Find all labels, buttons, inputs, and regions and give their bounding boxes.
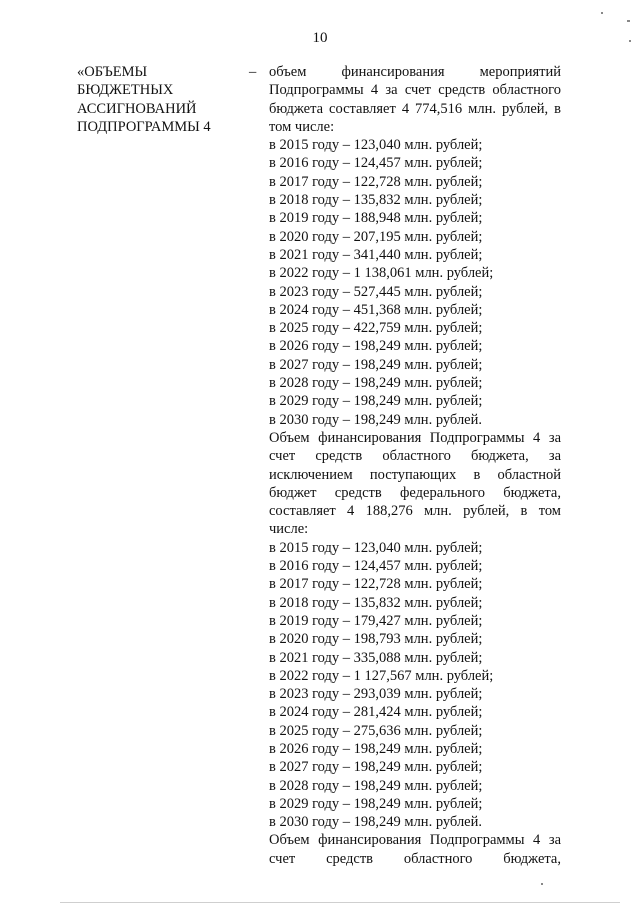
year-line: в 2022 году – 1 138,061 млн. рублей; — [269, 265, 494, 282]
text-line: счет средств областного бюджета, — [269, 850, 561, 867]
year-line: в 2026 году – 198,249 млн. рублей; — [269, 338, 483, 355]
year-line: в 2030 году – 198,249 млн. рублей. — [269, 411, 483, 428]
block2-intro — [269, 429, 561, 539]
block1-intro — [269, 63, 561, 136]
year-line: в 2018 году – 135,832 млн. рублей; — [269, 594, 483, 611]
year-line: в 2019 году – 188,948 млн. рублей; — [269, 210, 483, 227]
year-line: в 2020 году – 207,195 млн. рублей; — [269, 228, 483, 245]
year-line: в 2017 году – 122,728 млн. рублей; — [269, 173, 483, 190]
heading-line: АССИГНОВАНИЙ — [77, 100, 197, 117]
scan-artifact — [627, 20, 630, 22]
heading-line: БЮДЖЕТНЫХ — [77, 82, 174, 99]
text-line: числе: — [269, 521, 309, 538]
heading-line: ПОДПРОГРАММЫ 4 — [77, 118, 211, 135]
year-line: в 2016 году – 124,457 млн. рублей; — [269, 558, 483, 575]
year-line: в 2030 году – 198,249 млн. рублей. — [269, 814, 483, 831]
left-heading — [77, 63, 247, 136]
text-line: Подпрограммы 4 за счет средств областного — [269, 82, 561, 99]
year-line: в 2027 году – 198,249 млн. рублей; — [269, 356, 483, 373]
heading-line: «ОБЪЕМЫ — [77, 64, 148, 80]
year-line: в 2027 году – 198,249 млн. рублей; — [269, 759, 483, 776]
text-line: Объем финансирования Подпрограммы 4 за — [269, 832, 561, 849]
year-line: в 2017 году – 122,728 млн. рублей; — [269, 576, 483, 593]
year-line: в 2023 году – 293,039 млн. рублей; — [269, 686, 483, 703]
text-line: Объем финансирования Подпрограммы 4 за — [269, 429, 561, 446]
text-line: том числе: — [269, 118, 335, 135]
block2-years — [269, 539, 561, 832]
year-line: в 2024 году – 451,368 млн. рублей; — [269, 301, 483, 318]
year-line: в 2025 году – 422,759 млн. рублей; — [269, 320, 483, 337]
year-line: в 2019 году – 179,427 млн. рублей; — [269, 612, 483, 629]
page-number: 10 — [312, 30, 328, 46]
year-line: в 2021 году – 335,088 млн. рублей; — [269, 649, 483, 666]
text-line: объем финансирования мероприятий — [269, 64, 561, 80]
funding-text — [269, 63, 561, 868]
year-line: в 2015 году – 123,040 млн. рублей; — [269, 539, 483, 556]
scan-artifact — [541, 883, 543, 885]
year-line: в 2018 году – 135,832 млн. рублей; — [269, 192, 483, 209]
year-line: в 2016 году – 124,457 млн. рублей; — [269, 155, 483, 172]
year-line: в 2021 году – 341,440 млн. рублей; — [269, 246, 483, 263]
year-line: в 2024 году – 281,424 млн. рублей; — [269, 704, 483, 721]
text-line: бюджет средств федерального бюджета, — [269, 484, 561, 501]
text-line: бюджета составляет 4 774,516 млн. рублей, в — [269, 100, 561, 117]
separator-dash: – — [249, 64, 257, 80]
year-line: в 2020 году – 198,793 млн. рублей; — [269, 631, 483, 648]
year-line: в 2022 году – 1 127,567 млн. рублей; — [269, 667, 494, 684]
year-line: в 2025 году – 275,636 млн. рублей; — [269, 722, 483, 739]
year-line: в 2026 году – 198,249 млн. рублей; — [269, 740, 483, 757]
block1-years — [269, 136, 561, 429]
year-line: в 2023 году – 527,445 млн. рублей; — [269, 283, 483, 300]
year-line: в 2028 году – 198,249 млн. рублей; — [269, 375, 483, 392]
year-line: в 2029 году – 198,249 млн. рублей; — [269, 795, 483, 812]
block3-intro — [269, 831, 561, 868]
scan-artifact — [60, 902, 620, 903]
text-line: составляет 4 188,276 млн. рублей, в том — [269, 503, 561, 520]
year-line: в 2028 году – 198,249 млн. рублей; — [269, 777, 483, 794]
year-line: в 2015 году – 123,040 млн. рублей; — [269, 137, 483, 154]
year-line: в 2029 году – 198,249 млн. рублей; — [269, 393, 483, 410]
text-line: счет средств областного бюджета, за — [269, 448, 561, 465]
scan-artifact — [601, 12, 603, 14]
text-line: исключением поступающих в областной — [269, 466, 561, 483]
scan-artifact — [629, 40, 631, 42]
